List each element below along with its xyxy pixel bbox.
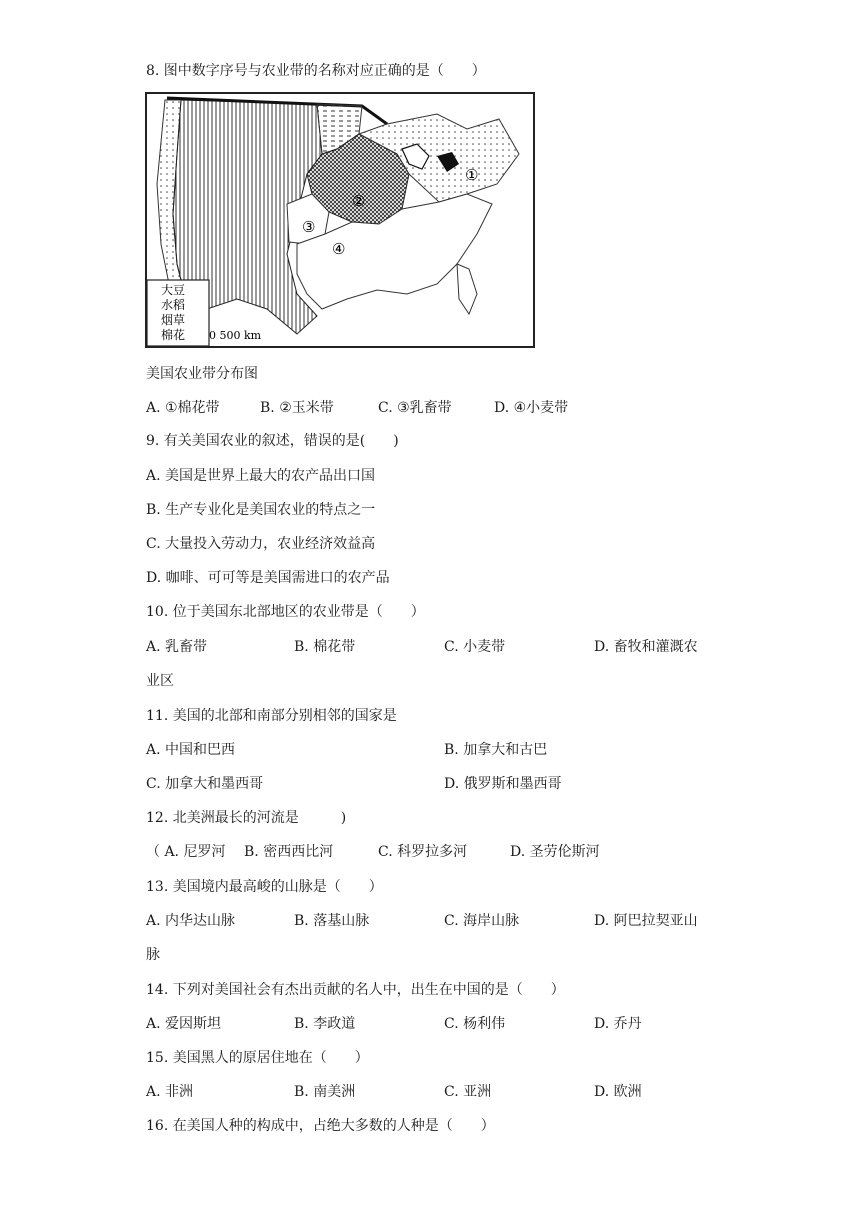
question-12-stem: 12. 北美洲最长的河流是 ) bbox=[146, 810, 347, 826]
question-15-stem: 15. 美国黑人的原居住地在（ ） bbox=[146, 1050, 369, 1066]
q15-option-c[interactable]: C. 亚洲 bbox=[444, 1084, 492, 1100]
q10-option-d-wrap: 业区 bbox=[146, 673, 174, 689]
q15-option-a[interactable]: A. 非洲 bbox=[146, 1084, 194, 1100]
q9-option-b[interactable]: B. 生产专业化是美国农业的特点之一 bbox=[146, 502, 376, 518]
q12-option-c[interactable]: C. 科罗拉多河 bbox=[378, 844, 468, 860]
map-label-4: ④ bbox=[332, 240, 346, 258]
question-8-stem: 8. 图中数字序号与农业带的名称对应正确的是（ ） bbox=[146, 63, 486, 79]
q10-option-c[interactable]: C. 小麦带 bbox=[444, 639, 506, 655]
q11-option-b[interactable]: B. 加拿大和古巴 bbox=[444, 742, 548, 758]
question-9-stem: 9. 有关美国农业的叙述，错误的是( ) bbox=[146, 433, 399, 449]
map-scale: 0 500 km bbox=[209, 329, 262, 342]
question-16-stem: 16. 在美国人种的构成中，占绝大多数的人种是（ ） bbox=[146, 1118, 495, 1134]
q14-option-d[interactable]: D. 乔丹 bbox=[594, 1016, 642, 1032]
q9-option-d[interactable]: D. 咖啡、可可等是美国需进口的农产品 bbox=[146, 570, 390, 586]
map-label-2: ② bbox=[352, 192, 366, 210]
q10-option-b[interactable]: B. 棉花带 bbox=[294, 639, 356, 655]
q9-option-c[interactable]: C. 大量投入劳动力，农业经济效益高 bbox=[146, 536, 376, 552]
q8-option-d[interactable]: D. ④小麦带 bbox=[494, 400, 569, 416]
q13-option-d[interactable]: D. 阿巴拉契亚山 bbox=[594, 913, 698, 929]
q8-option-b[interactable]: B. ②玉米带 bbox=[260, 400, 334, 416]
q10-option-d[interactable]: D. 畜牧和灌溉农 bbox=[594, 639, 698, 655]
question-10-stem: 10. 位于美国东北部地区的农业带是（ ） bbox=[146, 604, 425, 620]
q8-option-a[interactable]: A. ①棉花带 bbox=[146, 400, 220, 416]
q15-option-d[interactable]: D. 欧洲 bbox=[594, 1084, 642, 1100]
q14-option-a[interactable]: A. 爱因斯坦 bbox=[146, 1016, 222, 1032]
q10-option-a[interactable]: A. 乳畜带 bbox=[146, 639, 208, 655]
legend-cotton: 棉花 bbox=[161, 328, 186, 342]
q11-option-c[interactable]: C. 加拿大和墨西哥 bbox=[146, 776, 264, 792]
us-agriculture-map-drawing bbox=[147, 94, 533, 346]
q13-option-a[interactable]: A. 内华达山脉 bbox=[146, 913, 236, 929]
legend-soybean: 大豆 bbox=[161, 283, 186, 297]
legend-rice: 水稻 bbox=[161, 298, 186, 312]
map-label-1: ① bbox=[465, 166, 479, 184]
q14-option-b[interactable]: B. 李政道 bbox=[294, 1016, 356, 1032]
question-11-stem: 11. 美国的北部和南部分别相邻的国家是 bbox=[146, 708, 397, 724]
q14-option-c[interactable]: C. 杨利伟 bbox=[444, 1016, 506, 1032]
us-agriculture-map bbox=[145, 92, 535, 348]
question-13-stem: 13. 美国境内最高峻的山脉是（ ） bbox=[146, 879, 383, 895]
q12-option-b[interactable]: B. 密西西比河 bbox=[244, 844, 334, 860]
q11-option-d[interactable]: D. 俄罗斯和墨西哥 bbox=[444, 776, 562, 792]
q12-option-a[interactable]: （ A. 尼罗河 bbox=[146, 844, 226, 860]
legend-tobacco: 烟草 bbox=[161, 313, 186, 327]
q8-option-c[interactable]: C. ③乳畜带 bbox=[378, 400, 452, 416]
q13-option-c[interactable]: C. 海岸山脉 bbox=[444, 913, 520, 929]
q15-option-b[interactable]: B. 南美洲 bbox=[294, 1084, 356, 1100]
map-caption: 美国农业带分布图 bbox=[146, 366, 258, 382]
question-14-stem: 14. 下列对美国社会有杰出贡献的名人中，出生在中国的是（ ） bbox=[146, 982, 565, 998]
q13-option-d-wrap: 脉 bbox=[146, 947, 160, 963]
q13-option-b[interactable]: B. 落基山脉 bbox=[294, 913, 370, 929]
q9-option-a[interactable]: A. 美国是世界上最大的农产品出口国 bbox=[146, 468, 376, 484]
q12-option-d[interactable]: D. 圣劳伦斯河 bbox=[510, 844, 600, 860]
q11-option-a[interactable]: A. 中国和巴西 bbox=[146, 742, 236, 758]
map-label-3: ③ bbox=[302, 218, 316, 236]
